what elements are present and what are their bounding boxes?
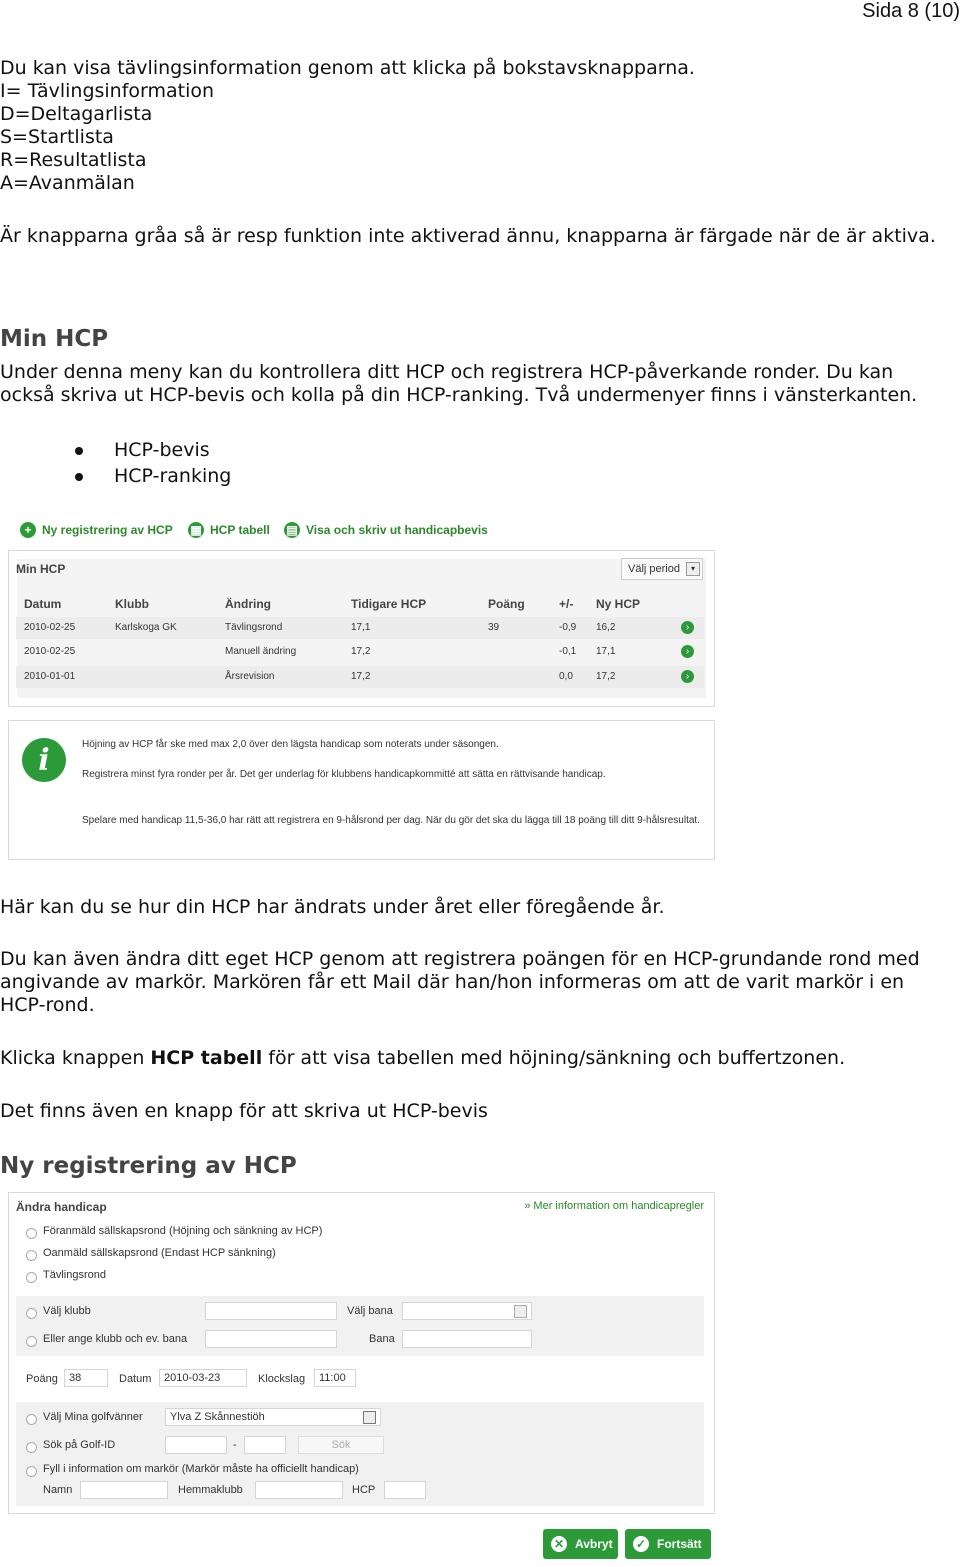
friends-select[interactable]: Ylva Z Skånnestiöh (165, 1408, 381, 1426)
select-club-label: Välj klubb (43, 1305, 91, 1317)
nav-hcp-table[interactable]: ▦ HCP tabell (188, 522, 270, 538)
dropdown-icon (363, 1411, 376, 1424)
body-p2-line3: HCP-rond. (0, 994, 95, 1016)
other-club-label: Eller ange klubb och ev. bana (43, 1333, 188, 1345)
bullet-hcp-ranking: HCP-ranking (114, 465, 232, 487)
col-previous-hcp: Tidigare HCP (351, 597, 427, 611)
print-icon: ▤ (284, 522, 300, 538)
nav-new-registration[interactable]: + Ny registrering av HCP (20, 522, 173, 538)
time-label: Klockslag (258, 1373, 306, 1385)
radio-competition[interactable] (26, 1272, 37, 1283)
radio-unregistered[interactable] (26, 1250, 37, 1261)
radio-golf-friends[interactable] (26, 1414, 37, 1425)
nav-print-certificate[interactable]: ▤ Visa och skriv ut handicapbevis (284, 522, 488, 538)
code-participants: D=Deltagarlista (0, 103, 153, 125)
col-club: Klubb (115, 597, 149, 611)
chevron-right-icon[interactable]: › (681, 621, 694, 634)
date-input[interactable]: 2010-03-23 (159, 1369, 247, 1387)
marker-name-input[interactable] (80, 1481, 168, 1499)
table-row[interactable]: 2010-02-25 Karlskoga GK Tävlingsrond 17,1 39 -0,9 16,2 › (16, 617, 704, 639)
marker-homeclub-input[interactable] (255, 1481, 343, 1499)
table-row[interactable]: 2010-01-01 Årsrevision 17,2 0,0 17,2 › (16, 666, 704, 688)
dropdown-icon (514, 1305, 527, 1318)
close-icon: ✕ (551, 1536, 567, 1552)
check-icon: ✓ (633, 1536, 649, 1552)
body-p2-line2: angivande av markör. Markören får ett Mail där han/hon informeras om att de varit markör i en (0, 971, 905, 993)
min-hcp-heading: Min HCP (0, 326, 109, 352)
body-p2-line1: Du kan även ändra ditt eget HCP genom att registrera poängen för en HCP-grundande rond med (0, 948, 920, 970)
period-select[interactable]: Välj period ▾ (621, 558, 703, 580)
golf-id-input-1[interactable] (165, 1436, 227, 1454)
ny-reg-heading: Ny registrering av HCP (0, 1153, 297, 1179)
radio-marker-info[interactable] (26, 1466, 37, 1477)
min-hcp-para-1: Under denna meny kan du kontrollera ditt HCP och registrera HCP-påverkande ronder. Du kan (0, 361, 894, 383)
golf-id-input-2[interactable] (244, 1436, 286, 1454)
buttons-note: Är knapparna gråa så är resp funktion inte aktiverad ännu, knapparna är färgade när de är aktiva. (0, 225, 936, 247)
date-label: Datum (119, 1373, 152, 1385)
chevron-right-icon[interactable]: › (681, 645, 694, 658)
panel-title: Min HCP (16, 562, 66, 576)
course-label: Bana (369, 1333, 395, 1345)
table-icon: ▦ (188, 522, 204, 538)
body-p1: Här kan du se hur din HCP har ändrats under året eller föregående år. (0, 896, 665, 918)
col-new-hcp: Ny HCP (596, 597, 641, 611)
radio-other-club[interactable] (26, 1336, 37, 1347)
course-select[interactable] (402, 1302, 532, 1320)
points-label: Poäng (26, 1373, 58, 1385)
info-text-3: Spelare med handicap 11,5-36,0 har rätt att registrera en 9-hålsrond per dag. När du gör det ska du lägga till 18 poäng till ditt 9-hålsresultat. (82, 815, 700, 826)
chevron-right-icon[interactable]: › (681, 670, 694, 683)
select-course-label: Välj bana (347, 1305, 393, 1317)
body-p4: Det finns även en knapp för att skriva ut HCP-bevis (0, 1100, 488, 1122)
col-change: Ändring (225, 597, 271, 611)
bullet-dot (75, 447, 83, 455)
col-diff: +/- (559, 597, 574, 611)
hcp-label: HCP (352, 1484, 376, 1496)
round-type-3: Tävlingsrond (43, 1269, 106, 1281)
club-select[interactable] (205, 1302, 337, 1320)
dropdown-icon: ▾ (686, 562, 700, 576)
other-club-input[interactable] (205, 1330, 337, 1348)
friends-label: Välj Mina golfvänner (43, 1411, 143, 1423)
name-label: Namn (43, 1484, 73, 1496)
body-p3: Klicka knappen HCP tabell för att visa tabellen med höjning/sänkning och buffertzonen. (0, 1047, 846, 1069)
code-unregister: A=Avanmälan (0, 172, 135, 194)
info-icon: i (22, 738, 66, 782)
table-row[interactable]: 2010-02-25 Manuell ändring 17,2 -0,1 17,1 › (16, 641, 704, 663)
marker-hcp-input[interactable] (384, 1481, 426, 1499)
more-info-link[interactable]: » Mer information om handicapregler (524, 1200, 704, 1212)
golf-id-label: Sök på Golf-ID (43, 1439, 116, 1451)
homeclub-label: Hemmaklubb (178, 1484, 243, 1496)
info-text-1: Höjning av HCP får ske med max 2,0 över den lägsta handicap som noterats under säsongen. (82, 739, 499, 750)
col-points: Poäng (488, 597, 525, 611)
marker-info-label: Fyll i information om markör (Markör måste ha officiellt handicap) (43, 1463, 359, 1475)
min-hcp-para-2: också skriva ut HCP-bevis och kolla på din HCP-ranking. Två undermenyer finns i vänsterkanten. (0, 384, 918, 406)
search-button[interactable]: Sök (298, 1436, 384, 1454)
col-date: Datum (24, 597, 62, 611)
info-text-2: Registrera minst fyra ronder per år. Det ger underlag för klubbens handicapkommitté att sätta en rättvisande handicap. (82, 769, 606, 780)
time-input[interactable]: 11:00 (314, 1369, 356, 1387)
intro-line: Du kan visa tävlingsinformation genom att klicka på bokstavsknapparna. (0, 57, 695, 79)
radio-golf-id[interactable] (26, 1442, 37, 1453)
continue-button[interactable]: ✓ Fortsätt (625, 1529, 711, 1559)
radio-preregistered[interactable] (26, 1228, 37, 1239)
plus-icon: + (20, 522, 36, 538)
bullet-hcp-bevis: HCP-bevis (114, 439, 210, 461)
round-type-1: Föranmäld sällskapsrond (Höjning och sänkning av HCP) (43, 1225, 323, 1237)
cancel-button[interactable]: ✕ Avbryt (543, 1529, 618, 1559)
points-input[interactable]: 38 (64, 1369, 108, 1387)
page-number: Sida 8 (10) (862, 0, 960, 22)
bullet-dot (75, 473, 83, 481)
code-startlist: S=Startlista (0, 126, 114, 148)
radio-select-club[interactable] (26, 1308, 37, 1319)
round-type-2: Oanmäld sällskapsrond (Endast HCP sänkning) (43, 1247, 276, 1259)
other-course-input[interactable] (402, 1330, 532, 1348)
golf-id-dash: - (233, 1439, 237, 1451)
code-info: I= Tävlingsinformation (0, 80, 215, 102)
code-results: R=Resultatlista (0, 149, 147, 171)
panel-title: Ändra handicap (16, 1200, 107, 1214)
